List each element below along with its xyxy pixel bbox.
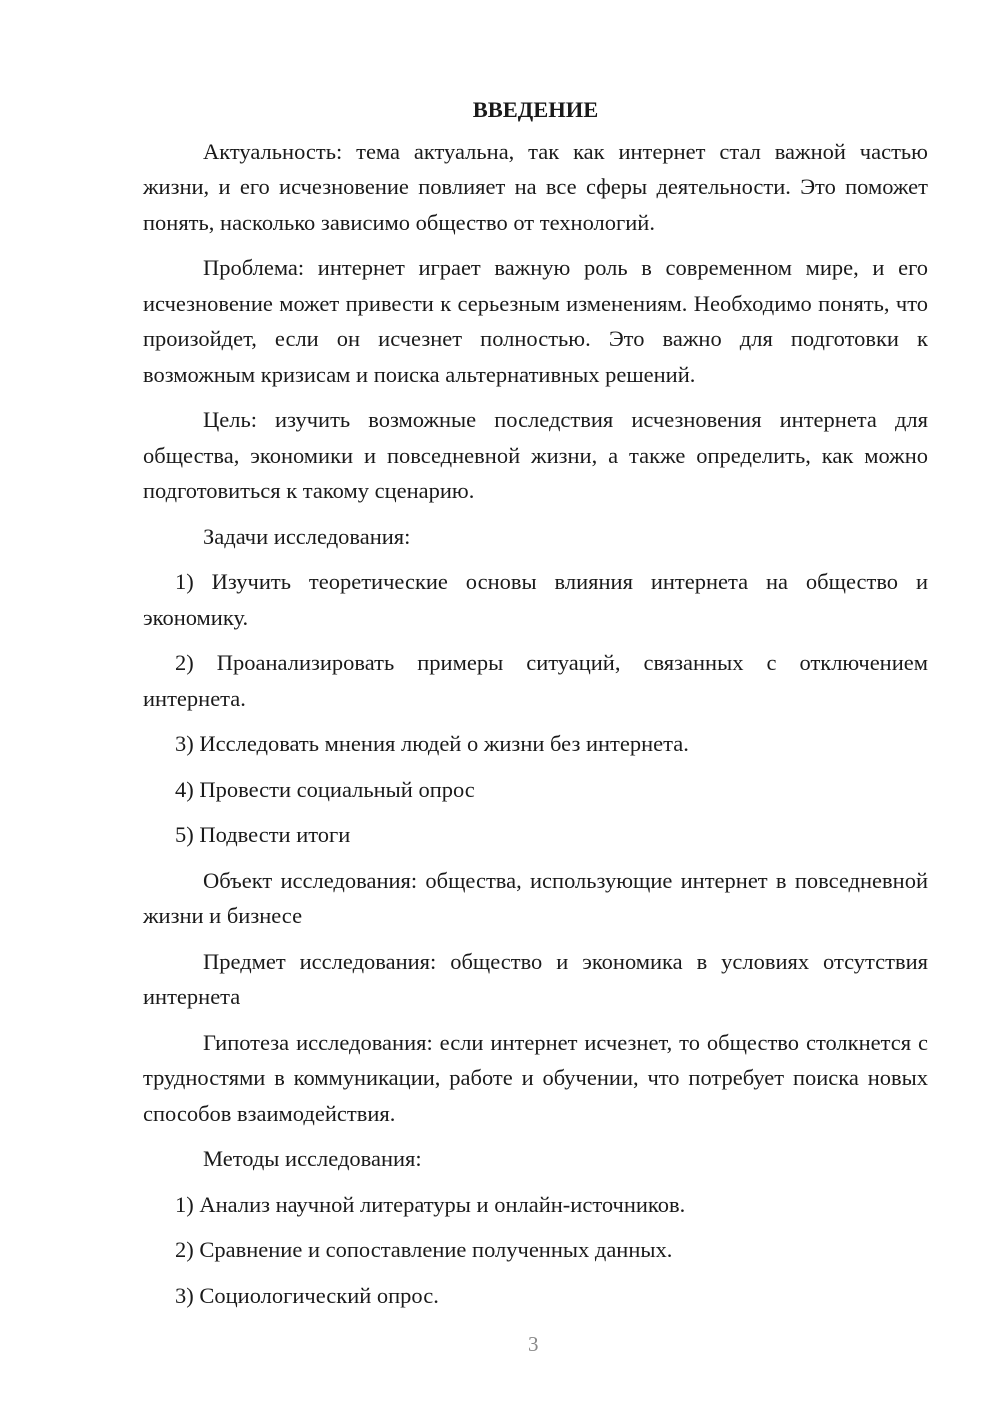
task-item: 1) Изучить теоретические основы влияния интернета на общество и экономику. — [143, 569, 928, 630]
tasks-label: Задачи исследования: — [203, 523, 411, 549]
goal-paragraph: Цель: изучить возможные последствия исчезновения интернета для общества, экономики и повседневной жизни, а также определить, как можно подготовиться к такому сценарию. — [143, 407, 928, 503]
methods-label: Методы исследования: — [203, 1146, 422, 1171]
problem-paragraph: Проблема: интернет играет важную роль в современном мире, и его исчезновение может привести к серьезным изменениям. Необходимо понять, что произойдет, если он исчезнет полностью. Это важно для подготовки к возможным кризисам и поиска альтернативных решений. — [143, 255, 928, 387]
section-title: ВВЕДЕНИЕ — [472, 97, 599, 122]
task-item: 3) Исследовать мнения людей о жизни без интернета. — [175, 731, 689, 756]
task-item: 4) Провести социальный опрос — [175, 776, 475, 802]
method-item: 1) Анализ научной литературы и онлайн-источников. — [175, 1191, 686, 1217]
document-body — [143, 92, 928, 1323]
task-item: 2) Проанализировать примеры ситуаций, связанных с отключением интернета. — [143, 650, 928, 711]
relevance-paragraph: Актуальность: тема актуальна, так как интернет стал важной частью жизни, и его исчезновение повлияет на все сферы деятельности. Это поможет понять, насколько зависимо общество от технологий. — [143, 138, 928, 235]
method-item: 3) Социологический опрос. — [175, 1282, 439, 1308]
object-paragraph: Объект исследования: общества, использующие интернет в повседневной жизни и бизнесе — [143, 867, 928, 928]
page-number: 3 — [528, 1332, 539, 1356]
hypothesis-paragraph: Гипотеза исследования: если интернет исчезнет, то общество столкнется с трудностями в коммуникации, работе и обучении, что потребует поиска новых способов взаимодействия. — [143, 1029, 928, 1126]
subject-paragraph: Предмет исследования: общество и экономика в условиях отсутствия интернета — [143, 948, 928, 1009]
method-item: 2) Сравнение и сопоставление полученных данных. — [175, 1237, 673, 1262]
task-item: 5) Подвести итоги — [175, 822, 351, 847]
